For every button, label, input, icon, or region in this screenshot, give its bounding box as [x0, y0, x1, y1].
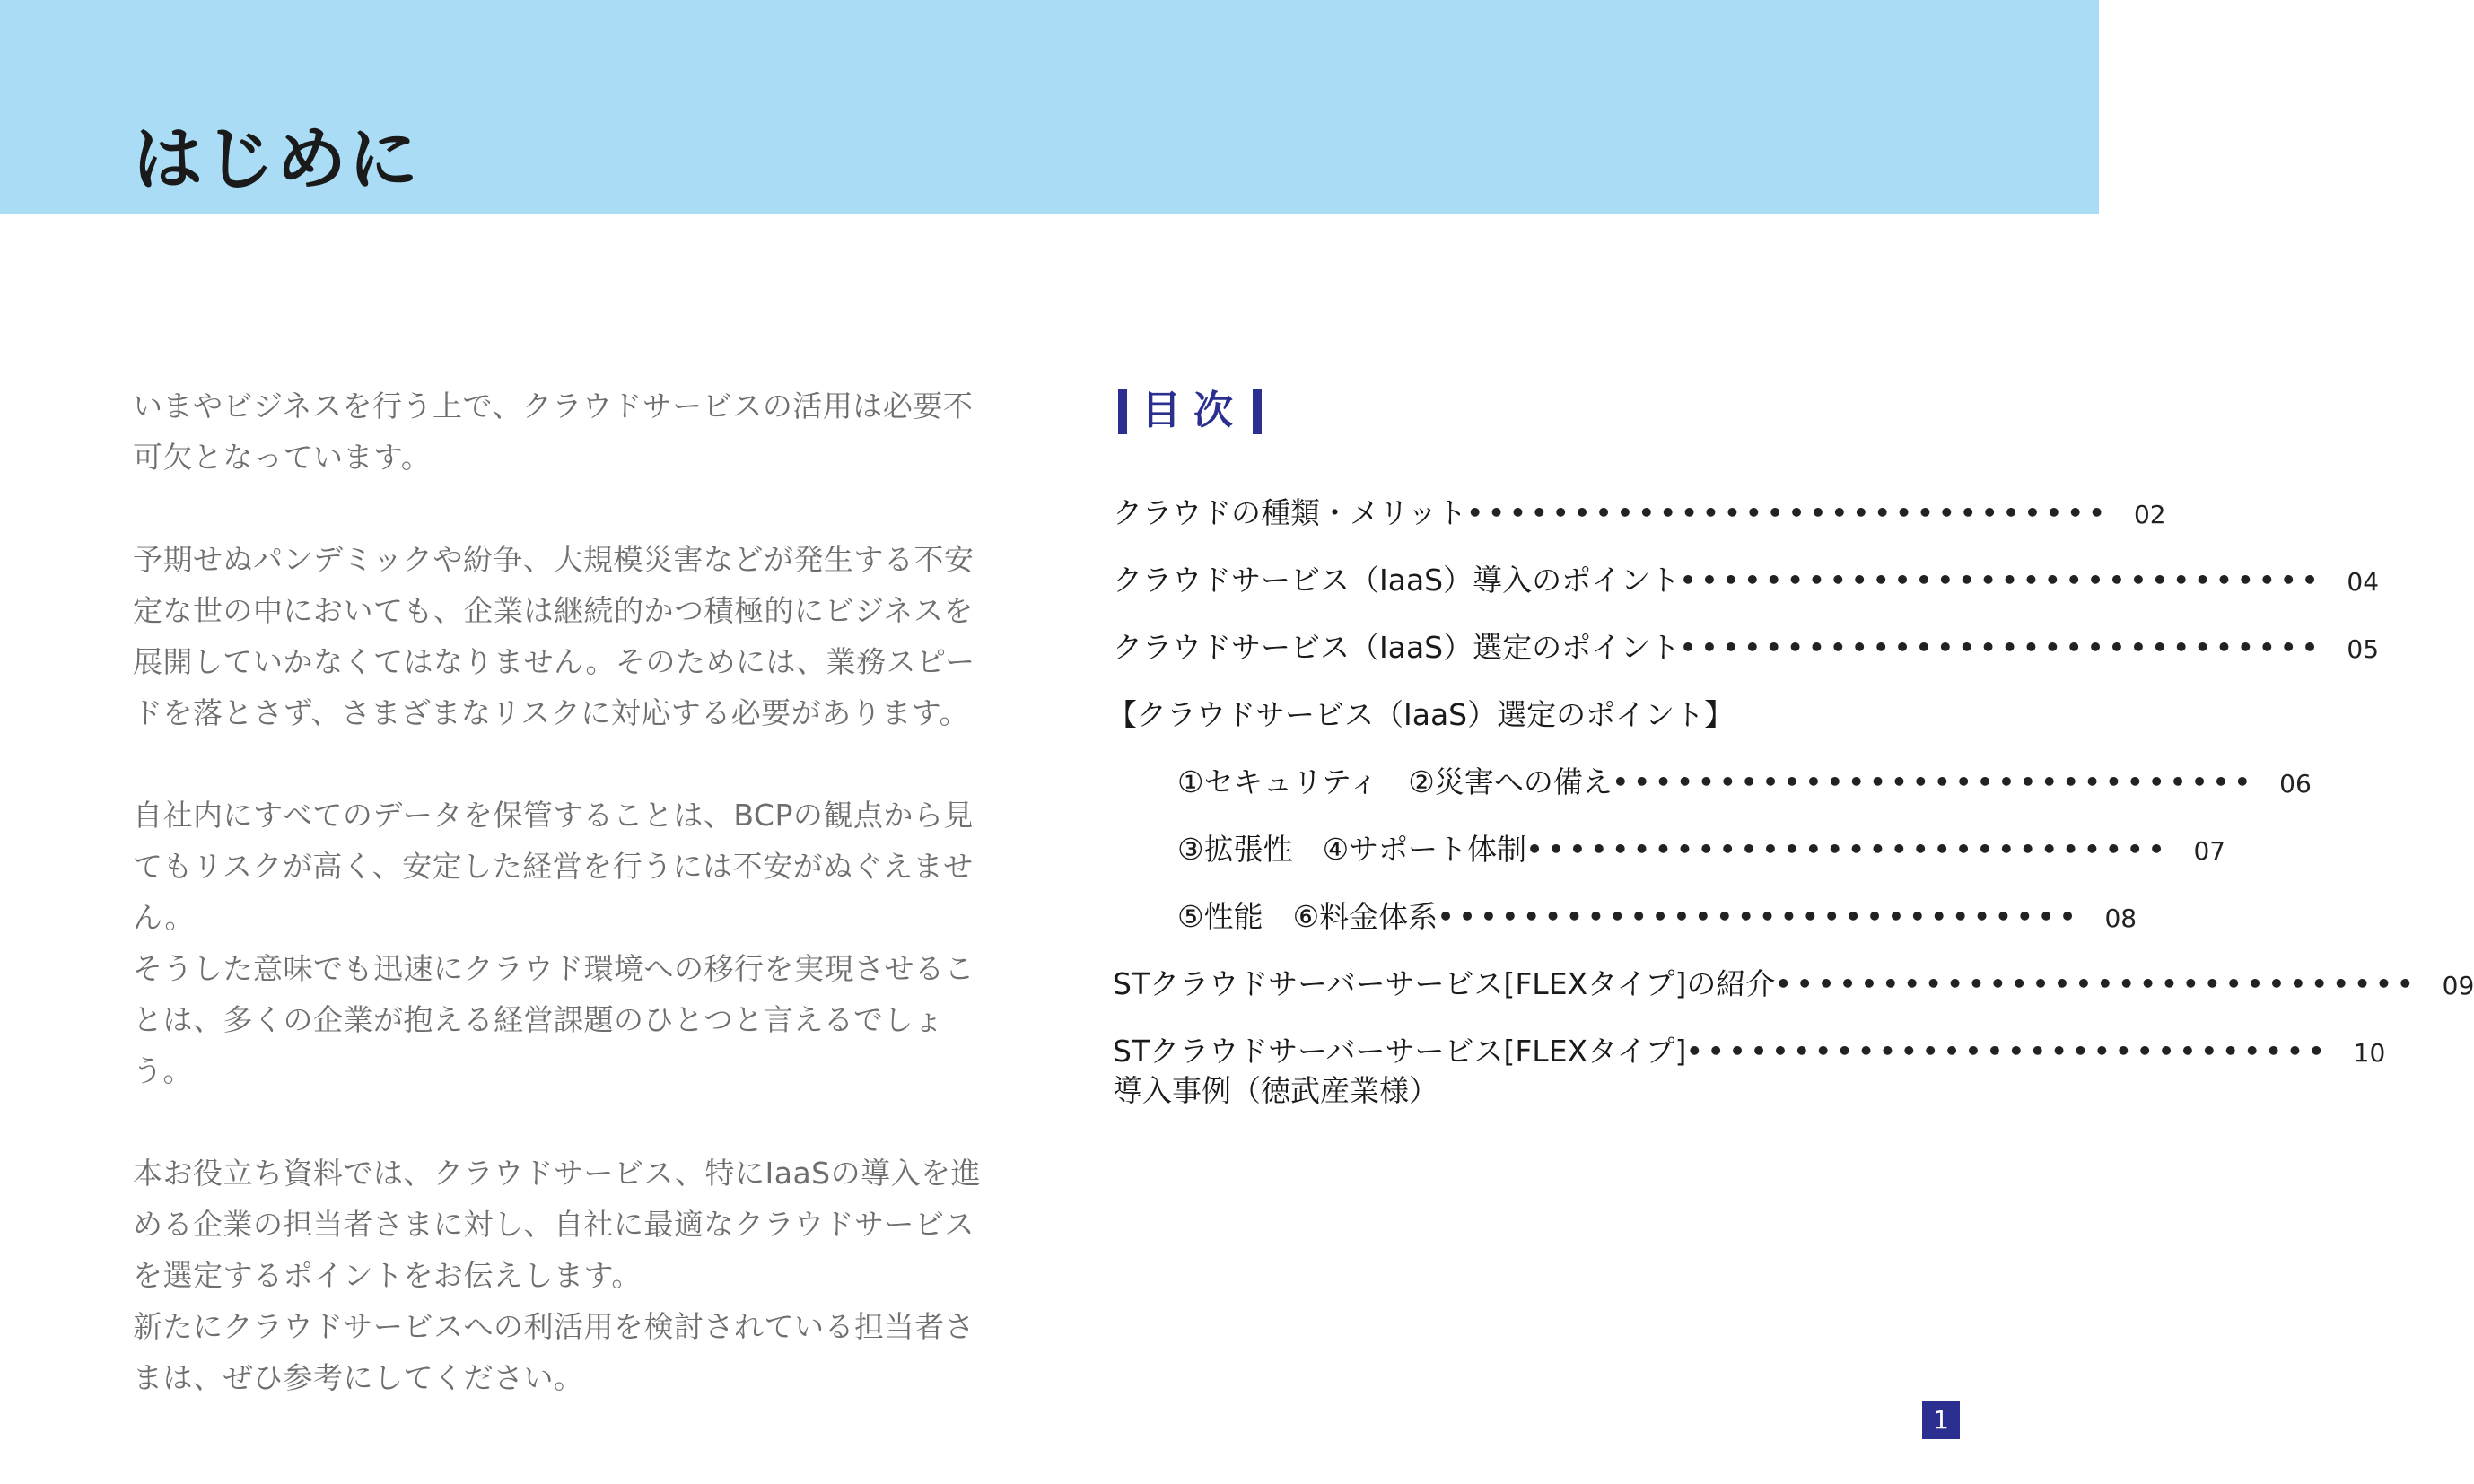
- toc-leader-dots: ••••••••••••••••••••••••••••••: [1680, 565, 2324, 595]
- toc-item-page: 05: [2347, 634, 2380, 664]
- toc-item-label: クラウドの種類・メリット: [1113, 495, 1467, 530]
- toc-leader-dots: ••••••••••••••••••••••••••••••: [1680, 633, 2324, 662]
- intro-paragraph: 自社内にすべてのデータを保管することは、BCPの観点から見てもリスクが高く、安定した経営を行うには不安がぬぐえません。 そうした意味でも迅速にクラウド環境への移行を実現させることは、多くの企業が抱える経営課題のひとつと言えるでしょう。: [133, 798, 975, 1088]
- intro-paragraph: いまやビジネスを行う上で、クラウドサービスの活用は必要不可欠となっています。: [133, 388, 974, 475]
- toc-item[interactable]: [1113, 830, 2226, 897]
- toc-section-heading: [1107, 695, 1956, 763]
- toc-heading: [1113, 384, 1956, 438]
- toc-item[interactable]: [1113, 897, 2137, 965]
- intro-paragraph: 本お役立ち資料では、クラウドサービス、特にIaaSの導入を進める企業の担当者さまに対し、自社に最適なクラウドサービスを選定するポイントをお伝えします。 新たにクラウドサービスへの利活用を検討されている担当者さまは、ぜひ参考にしてください。: [133, 1156, 982, 1395]
- toc-item-label: STクラウドサーバーサービス[FLEXタイプ]の紹介: [1113, 966, 1776, 1001]
- toc-item-label: クラウドサービス（IaaS）導入のポイント: [1113, 563, 1681, 598]
- page-title: はじめに: [133, 119, 421, 200]
- toc-item-label: ①セキュリティ ②災害への備え: [1177, 764, 1613, 799]
- toc-item-label: 【クラウドサービス（IaaS）選定のポイント】: [1107, 697, 1735, 732]
- toc-item-label: STクラウドサーバーサービス[FLEXタイプ] 導入事例（徳武産業様）: [1113, 1034, 1687, 1108]
- toc-item[interactable]: [1113, 628, 2380, 695]
- toc-bar-left: [1118, 389, 1127, 434]
- table-of-contents: [1107, 384, 2474, 1113]
- toc-leader-dots: ••••••••••••••••••••••••••••••: [1686, 1036, 2330, 1066]
- toc-item[interactable]: [1113, 561, 2380, 628]
- intro-paragraph: 予期せぬパンデミックや紛争、大規模災害などが発生する不安定な世の中においても、企業は継続的かつ積極的にビジネスを展開していかなくてはなりません。そのためには、業務スピードを落とさず、さまざまなリスクに対応する必要があります。: [133, 542, 975, 730]
- toc-item-page: 10: [2353, 1038, 2386, 1068]
- toc-item[interactable]: [1113, 763, 2312, 830]
- toc-item[interactable]: [1113, 1032, 2386, 1113]
- page-number-badge: 1: [1922, 1401, 1960, 1439]
- toc-leader-dots: ••••••••••••••••••••••••••••••: [1612, 767, 2256, 797]
- toc-item-page: 02: [2133, 500, 2166, 529]
- toc-item-page: 07: [2193, 836, 2226, 866]
- toc-bar-right: [1253, 389, 1262, 434]
- toc-leader-dots: ••••••••••••••••••••••••••••••: [1526, 834, 2171, 864]
- toc-item-page: 08: [2104, 903, 2137, 933]
- toc-leader-dots: ••••••••••••••••••••••••••••••: [1775, 969, 2419, 999]
- toc-item-page: 04: [2347, 567, 2380, 597]
- toc-leader-dots: ••••••••••••••••••••••••••••••: [1438, 902, 2082, 931]
- toc-item-page: 06: [2279, 769, 2312, 799]
- toc-item-label: ③拡張性 ④サポート体制: [1177, 832, 1527, 867]
- toc-item-label: ⑤性能 ⑥料金体系: [1177, 899, 1438, 934]
- toc-item-label: クラウドサービス（IaaS）選定のポイント: [1113, 630, 1681, 665]
- toc-leader-dots: ••••••••••••••••••••••••••••••: [1466, 498, 2111, 528]
- toc-item[interactable]: [1113, 965, 2474, 1032]
- toc-title: 目次: [1141, 388, 1246, 433]
- toc-item-page: 09: [2442, 971, 2474, 1000]
- intro-text: [133, 380, 994, 1403]
- toc-item[interactable]: [1113, 493, 2166, 561]
